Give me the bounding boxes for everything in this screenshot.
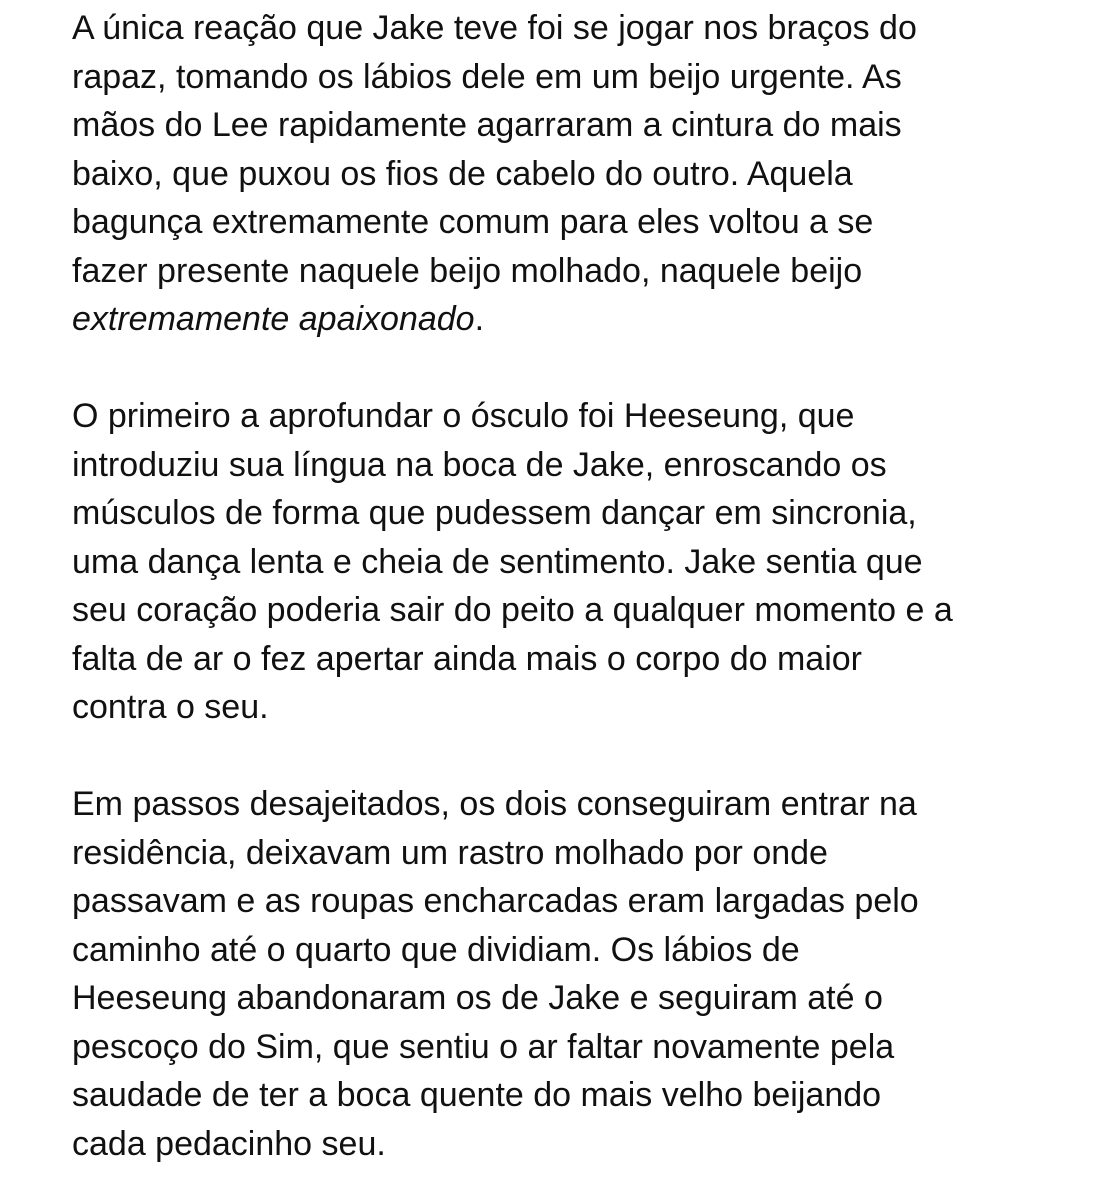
paragraph-3	[72, 780, 1057, 1168]
text-line: Heeseung abandonaram os de Jake e seguiram até o	[72, 979, 883, 1017]
paragraph-1	[72, 4, 1057, 344]
text-line: introduziu sua língua na boca de Jake, enroscando os	[72, 445, 887, 484]
text-line: bagunça extremamente comum para eles voltou a se	[72, 203, 874, 241]
text-line: músculos de forma que pudessem dançar em sincronia,	[72, 494, 917, 532]
text-line: baixo, que puxou os fios de cabelo do outro. Aquela	[72, 154, 853, 193]
text-line: O primeiro a aprofundar o ósculo foi Heeseung, que	[72, 397, 855, 435]
sentence-end: .	[474, 300, 485, 338]
text-line: residência, deixavam um rastro molhado por onde	[72, 833, 828, 872]
text-line: contra o seu.	[72, 688, 269, 726]
text-line: passavam e as roupas encharcadas eram largadas pelo	[72, 882, 919, 920]
italic-emphasis: extremamente apaixonado	[72, 300, 475, 338]
text-line: saudade de ter a boca quente do mais velho beijando	[72, 1076, 882, 1114]
paragraph-2	[72, 392, 1057, 732]
text-line: uma dança lenta e cheia de sentimento. Jake sentia que	[72, 542, 923, 581]
text-line-last	[72, 295, 1057, 344]
text-line: fazer presente naquele beijo molhado, naquele beijo	[72, 251, 863, 290]
text-line: cada pedacinho seu.	[72, 1124, 386, 1163]
text-line: caminho até o quarto que dividiam. Os lábios de	[72, 930, 800, 969]
text-line: mãos do Lee rapidamente agarraram a cintura do mais	[72, 106, 902, 144]
text-line: falta de ar o fez apertar ainda mais o corpo do maior	[72, 639, 862, 678]
text-line: seu coração poderia sair do peito a qualquer momento e a	[72, 591, 953, 629]
text-line: pescoço do Sim, que sentiu o ar faltar novamente pela	[72, 1027, 895, 1066]
text-line: rapaz, tomando os lábios dele em um beijo urgente. As	[72, 57, 902, 96]
text-line: Em passos desajeitados, os dois conseguiram entrar na	[72, 785, 917, 823]
text-line: A única reação que Jake teve foi se jogar nos braços do	[72, 9, 917, 47]
